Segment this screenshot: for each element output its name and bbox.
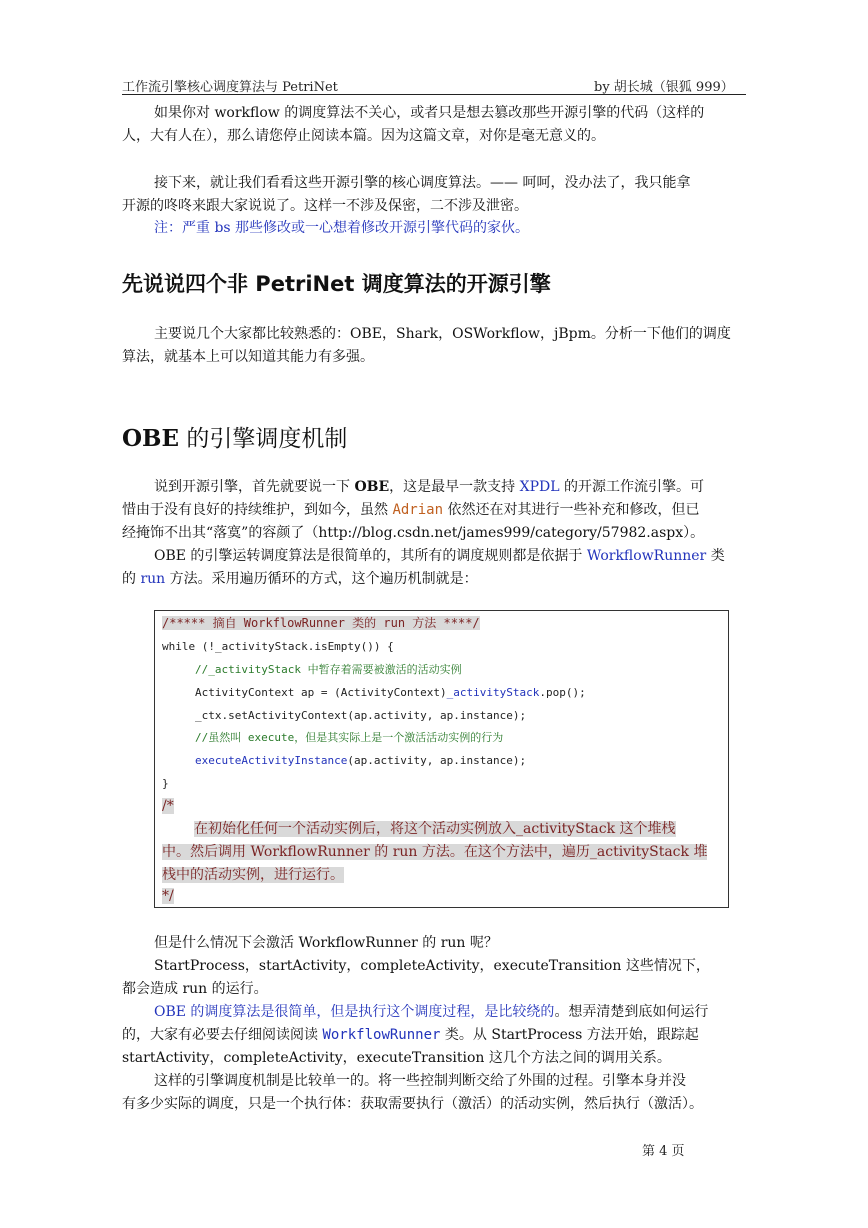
header-divider — [122, 94, 746, 95]
text-run: OBE 的引擎运转调度算法是很简单的，其所有的调度规则都是依据于 — [154, 548, 587, 564]
obe-bold: OBE — [354, 479, 390, 495]
obe-paragraph-2-line-2 — [122, 568, 746, 591]
section-heading-obe-rest: 的引擎调度机制 — [179, 426, 348, 452]
intro-paragraph-1-line-2: 人，大有人在），那么请您停止阅读本篇。因为这篇文章，对你是毫无意义的。 — [122, 128, 605, 144]
code-line-execute — [195, 754, 526, 768]
code-comment-close: */ — [162, 888, 174, 904]
after-line-7: 这样的引擎调度机制是比较单一的。将一些控制判断交给了外围的过程。引擎本身并没 — [154, 1073, 686, 1089]
code-line-comment-close — [162, 885, 174, 907]
code-comment-open: /* — [162, 798, 174, 814]
intro-paragraph-2-line-2: 开源的咚咚来跟大家说说了。这样一不涉及保密，二不涉及泄密。 — [122, 198, 528, 214]
workflowrunner-ref: WorkflowRunner — [586, 548, 707, 564]
section1-line-1: 主要说几个大家都比较熟悉的：OBE，Shark，OSWorkflow，jBpm。分析一下他们的调度 — [154, 326, 731, 342]
code-header-comment: /***** 摘自 WorkflowRunner 类的 run 方法 ****/ — [162, 616, 480, 630]
run-method-ref: run — [140, 571, 166, 587]
code-listing — [154, 610, 729, 908]
section-heading-obe — [122, 420, 347, 453]
intro-paragraph-1-line-1: 如果你对 workflow 的调度算法不关心，或者只是想去篡改那些开源引擎的代码（这样的 — [154, 105, 705, 121]
code-line-setcontext: _ctx.setActivityContext(ap.activity, ap.instance); — [195, 709, 527, 722]
after-line-2: StartProcess，startActivity，completeActivity，executeTransition 这些情况下， — [154, 958, 710, 974]
intro-note: 注：严重 bs 那些修改或一心想着修改开源引擎代码的家伙。 — [154, 220, 530, 236]
workflowrunner-class-ref: WorkflowRunner — [322, 1027, 441, 1043]
after-line-3: 都会造成 run 的运行。 — [122, 981, 268, 997]
running-header-author: by 胡长城（银狐 999） — [594, 80, 734, 95]
running-header-title: 工作流引擎核心调度算法与 PetriNet — [122, 80, 338, 95]
section1-line-2: 算法，就基本上可以知道其能力有多强。 — [122, 349, 374, 365]
text-run: 说到开源引擎，首先就要说一下 — [154, 479, 355, 495]
obe-paragraph-1-line-2 — [122, 499, 746, 522]
obe-highlight-sentence: OBE 的调度算法是很简单，但是执行这个调度过程，是比较绕的 — [154, 1004, 555, 1020]
code-line-comment-stack: //_activityStack 中暂存着需要被激活的活动实例 — [195, 663, 462, 676]
text-run: 类 — [706, 548, 725, 564]
intro-paragraph-2-line-1: 接下来，就让我们看看这些开源引擎的核心调度算法。—— 呵呵，没办法了，我只能拿 — [154, 175, 691, 191]
text-run: ，这是最早一款支持 — [389, 479, 520, 495]
text-run: 的，大家有必要去仔细阅读阅读 — [122, 1027, 323, 1043]
code-line-close-brace: } — [162, 777, 169, 790]
code-comment-text: 中。然后调用 WorkflowRunner 的 run 方法。在这个方法中，遍历_activityStack 堆 — [162, 844, 708, 860]
section-heading-obe-bold: OBE — [122, 425, 180, 452]
text-run: 的 — [122, 571, 141, 587]
code-text: (ap.activity, ap.instance); — [347, 754, 527, 767]
after-line-6: startActivity，completeActivity，executeTransition 这几个方法之间的调用关系。 — [122, 1050, 671, 1066]
code-comment-text: 在初始化任何一个活动实例后，将这个活动实例放入_activityStack 这个堆栈 — [194, 821, 676, 837]
code-line-while: while (!_activityStack.isEmpty()) { — [162, 640, 394, 653]
text-run: 方法。采用遍历循环的方式，这个遍历机制就是： — [165, 571, 478, 587]
code-comment-line-3 — [162, 864, 344, 886]
code-line-comment-execute: //虽然叫 execute，但是其实际上是一个激活活动实例的行为 — [195, 731, 504, 744]
text-run: 依然还在对其进行一些补充和修改，但已 — [443, 502, 700, 518]
obe-paragraph-2-line-1 — [122, 545, 746, 568]
page-number: 第 4 页 — [642, 1144, 685, 1159]
adrian-name: Adrian — [392, 502, 444, 518]
text-run: 类。从 StartProcess 方法开始，跟踪起 — [440, 1027, 699, 1043]
code-comment-line-1 — [162, 818, 676, 840]
text-run: 惜由于没有良好的持续维护，到如今，虽然 — [122, 502, 393, 518]
xpdl-link[interactable]: XPDL — [519, 479, 560, 495]
after-line-4 — [122, 1001, 746, 1024]
after-line-8: 有多少实际的调度，只是一个执行体：获取需要执行（激活）的活动实例，然后执行（激活）。 — [122, 1096, 703, 1112]
section-heading-non-petrinet: 先说说四个非 PetriNet 调度算法的开源引擎 — [122, 272, 551, 296]
obe-paragraph-1-line-3: 经掩饰不出其“落寞”的容颜了（http://blog.csdn.net/james999/category/57982.aspx）。 — [122, 525, 705, 541]
code-activity-stack: _activityStack — [446, 686, 540, 699]
code-text: .pop(); — [539, 686, 586, 699]
code-line-header-comment — [162, 616, 480, 631]
code-execute-method: executeActivityInstance — [195, 754, 348, 767]
code-line-pop — [195, 686, 586, 700]
code-line-comment-open — [162, 795, 174, 817]
obe-paragraph-1-line-1 — [122, 476, 746, 499]
text-run: 的开源工作流引擎。可 — [559, 479, 704, 495]
after-question: 但是什么情况下会激活 WorkflowRunner 的 run 呢？ — [154, 935, 498, 951]
code-text: ActivityContext ap = (ActivityContext) — [195, 686, 447, 699]
after-line-5 — [122, 1024, 746, 1047]
code-comment-line-2 — [162, 841, 707, 863]
code-comment-text: 栈中的活动实例，进行运行。 — [162, 867, 344, 883]
text-run: 。想弄清楚到底如何运行 — [554, 1004, 709, 1020]
